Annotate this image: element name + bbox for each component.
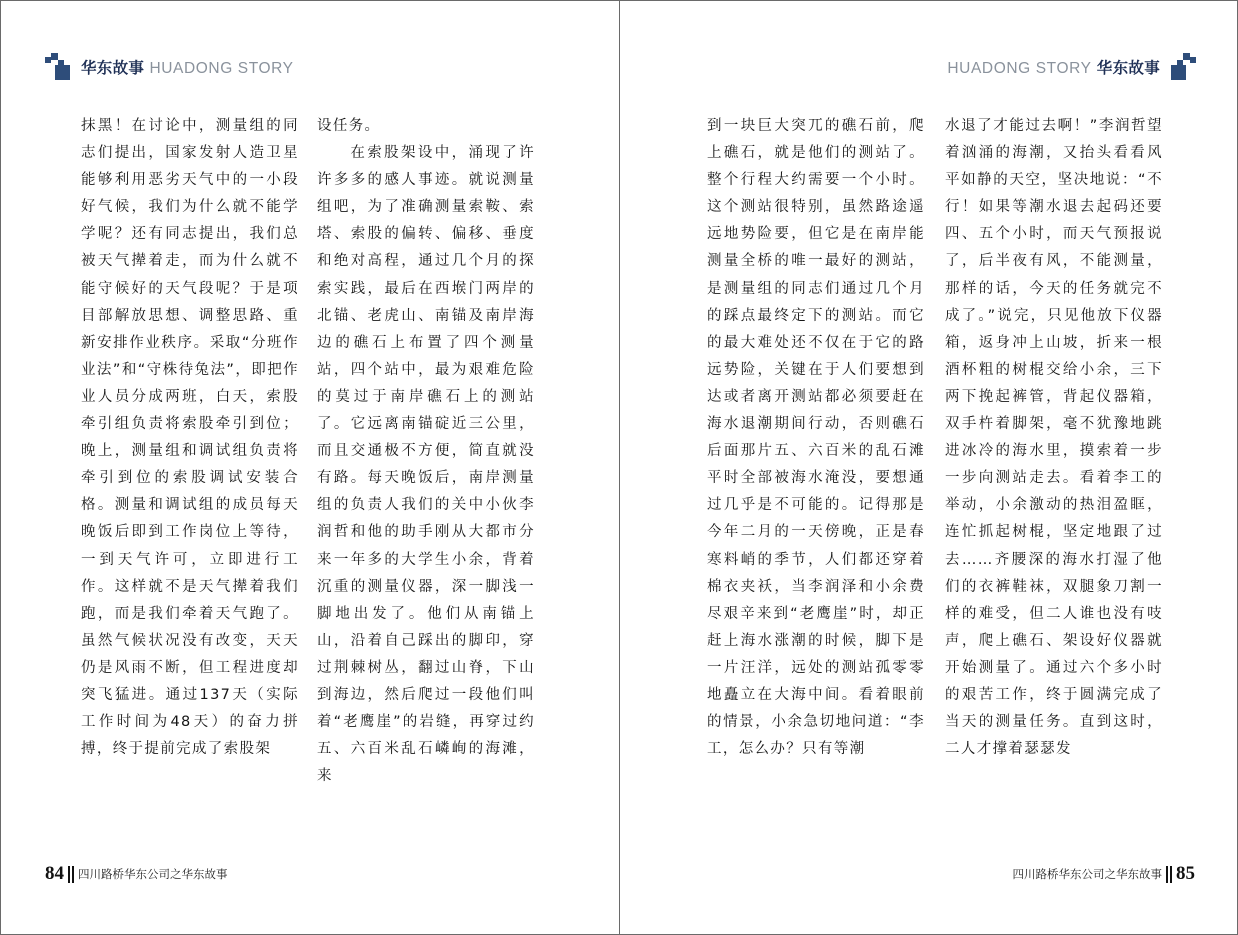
paragraph: 在索股架设中，涌现了许许多多的感人事迹。就说测量组吧，为了准确测量索鞍、索塔、索股的偏转、偏移、垂度和绝对高程，通过几个月的探索实践，最后在西堠门两岸的北锚、老虎山、南锚及南岸海边的礁石上布置了四个测量站，四个站中，最为艰难危险的莫过于南岸礁石上的测站了。它远离南锚碇近三公里，而且交通极不方便，简直就没有路。每天晚饭后，南岸测量组的负责人我们的关中小伙李润哲和他的助手刚从大都市分来一年多的大学生小余，背着沉重的测量仪器，深一脚浅一脚地出发了。他们从南锚上山，沿着自己踩出的脚印，穿过荆棘树丛，翻过山脊，下山到海边，然后爬过一段他们叫着“老鹰崖”的岩缝，再穿过约五、六百米乱石嶙峋的海滩，来 — [317, 145, 535, 785]
paragraph: 设任务。 — [317, 118, 381, 134]
header-title-cn: 华东故事 — [1096, 59, 1160, 77]
text-column — [945, 113, 1163, 763]
text-column — [707, 113, 925, 763]
header-title-en: HUADONG STORY — [149, 60, 294, 77]
paragraph: 到一块巨大突兀的礁石前，爬上礁石，就是他们的测站了。整个行程大约需要一个小时。这个测站很特别，虽然路途遥远地势险要，但它是在南岸能测量全桥的唯一最好的测站，是测量组的同志们通过几个月的踩点最终定下的测站。而它的最大难处还不仅在于它的路远势险，关键在于人们要想到达或者离开测站都必须要赶在海水退潮期间行动，否则礁石后面那片五、六百米的乱石滩平时全部被海水淹没，要想通过几乎是不可能的。记得那是今年二月的一天傍晚，正是春寒料峭的季节，人们都还穿着棉衣夹袄，当李润泽和小余费尽艰辛来到“老鹰崖”时，却正赶上海水涨潮的时候，脚下是一片汪洋，远处的测站孤零零地矗立在大海中间。看着眼前的情景，小余急切地问道：“李工，怎么办？只有等潮 — [707, 118, 925, 758]
huadong-logo-icon — [45, 53, 75, 81]
paragraph: 水退了才能过去啊！”李润哲望着汹涌的海潮，又抬头看看风平如静的天空，坚决地说：“不行！如果等潮水退去起码还要四、五个小时，而天气预报说了，后半夜有风，不能测量，那样的话，今天的任务就完不成了。”说完，只见他放下仪器箱，返身冲上山坡，折来一根酒杯粗的树棍交给小余，三下两下挽起裤管，背起仪器箱，双手杵着脚架，毫不犹豫地跳进冰冷的海水里，摸索着一步一步向测站走去。看着李工的举动，小余激动的热泪盈眶，连忙抓起树棍，坚定地跟了过去……齐腰深的海水打湿了他们的衣裤鞋袜，双腿象刀割一样的难受，但二人谁也没有吱声，爬上礁石、架设好仪器就开始测量了。通过六个多小时的艰苦工作，终于圆满完成了当天的测量任务。直到这时，二人才撑着瑟瑟发 — [945, 118, 1163, 758]
right-page — [620, 1, 1238, 934]
footer-title: 四川路桥华东公司之华东故事 — [1012, 867, 1162, 881]
right-page-header — [947, 51, 1196, 83]
separator-bars — [68, 866, 74, 883]
footer-title: 四川路桥华东公司之华东故事 — [78, 867, 228, 881]
header-title-en: HUADONG STORY — [947, 60, 1092, 77]
paragraph: 抹黑！在讨论中，测量组的同志们提出，国家发射人造卫星能够利用恶劣天气中的一小段好气候，我们为什么就不能学学呢？还有同志提出，我们总被天气撵着走，而为什么就不能守候好的天气段呢？于是项目部解放思想、调整思路、重新安排作业秩序。采取“分班作业法”和“守株待兔法”，即把作业人员分成两班，白天，索股牵引组负责将索股牵引到位；晚上，测量组和调试组负责将牵引到位的索股调试安装合格。测量和调试组的成员每天晚饭后即到工作岗位上等待，一到天气许可，立即进行工作。这样就不是天气撵着我们跑，而是我们牵着天气跑了。虽然气候状况没有改变，天天仍是风雨不断，但工程进度却突飞猛进。通过137天（实际工作时间为48天）的奋力拼搏，终于提前完成了索股架 — [81, 118, 299, 758]
page-number: 85 — [1176, 863, 1195, 884]
left-page-header — [45, 51, 294, 83]
right-page-footer — [1013, 863, 1196, 885]
page-number: 84 — [45, 863, 64, 884]
separator-bars — [1166, 866, 1172, 883]
text-column — [81, 113, 299, 763]
left-page — [1, 1, 619, 934]
left-page-footer — [45, 863, 228, 885]
running-header — [947, 56, 1160, 78]
text-column — [317, 113, 535, 790]
header-title-cn: 华东故事 — [81, 59, 145, 77]
running-header — [81, 56, 294, 78]
huadong-logo-icon — [1166, 53, 1196, 81]
